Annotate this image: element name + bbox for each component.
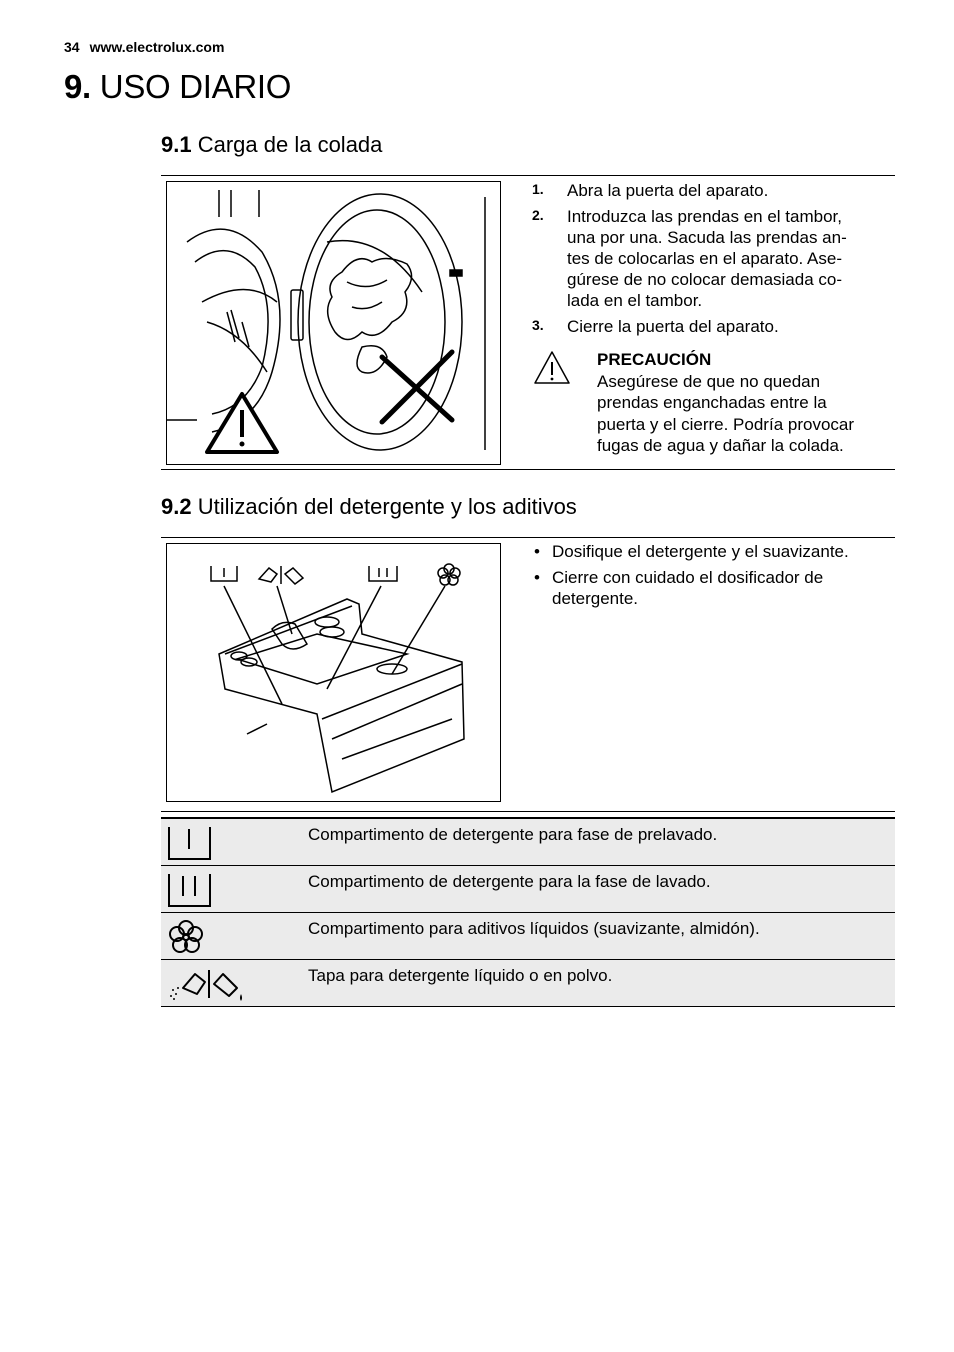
flower-additive-icon: [165, 917, 255, 955]
bullet-item: [532, 541, 894, 562]
bullet-item: [532, 567, 894, 609]
step-line: Abra la puerta del aparato.: [567, 181, 769, 200]
step-line: tes de colocarlas en el aparato. Ase-: [567, 249, 842, 268]
step-item: [532, 180, 884, 201]
step-line: Introduzca las prendas en el tambor,: [567, 207, 842, 226]
warning-triangle-icon: [207, 394, 277, 452]
detergent-flap-icon: [165, 964, 255, 1002]
section-1-top-rule: [161, 175, 895, 176]
section-2-number: 9.2: [161, 494, 192, 519]
compartment-description: Compartimento para aditivos líquidos (suavizante, almidón).: [308, 919, 760, 938]
section-1-number: 9.1: [161, 132, 192, 157]
step-number: 1.: [532, 181, 544, 197]
compartment-description: Tapa para detergente líquido o en polvo.: [308, 966, 613, 985]
caution-title: PRECAUCIÓN: [597, 350, 712, 369]
step-line: una por una. Sacuda las prendas an-: [567, 228, 847, 247]
page-number: 34: [64, 39, 80, 55]
caution-icon: [532, 349, 572, 387]
caution-line: Asegúrese de que no quedan: [597, 371, 821, 391]
caution-line: puerta y el cierre. Podría provocar: [597, 414, 855, 434]
caution-line: fugas de agua y dañar la colada.: [597, 436, 844, 455]
table-row: [161, 819, 895, 866]
dispenser-illustration: [166, 543, 501, 802]
section-1-bottom-rule: [161, 469, 895, 470]
section-2-top-rule: [161, 537, 895, 538]
prewash-compartment-icon: [165, 823, 255, 861]
section-1-title: [161, 132, 382, 158]
step-number: 2.: [532, 207, 544, 223]
page-header: [64, 39, 224, 55]
site-url[interactable]: www.electrolux.com: [89, 39, 225, 55]
section-1-text: Carga de la colada: [197, 132, 383, 157]
wash-compartment-icon: [165, 870, 255, 908]
detergent-drawer-drawing: [167, 544, 500, 801]
compartment-description: Compartimento de detergente para la fase de lavado.: [308, 872, 711, 891]
compartments-table: [161, 817, 895, 1007]
section-2-title: [161, 494, 577, 520]
dispenser-bullet-list: [532, 541, 894, 614]
chapter-text: USO DIARIO: [99, 68, 292, 105]
chapter-number: 9.: [64, 68, 91, 105]
loading-steps-list: [532, 180, 884, 342]
bullet-line: • Dosifique el detergente y el suavizante.: [552, 542, 849, 561]
step-item: [532, 206, 884, 311]
washing-machine-drawing: [167, 182, 500, 464]
bullet-line: • Cierre con cuidado el dosificador de: [552, 568, 824, 587]
step-line: Cierre la puerta del aparato.: [567, 317, 779, 336]
section-2-bottom-rule: [161, 811, 895, 812]
caution-line: prendas enganchadas entre la: [597, 393, 827, 412]
step-item: [532, 316, 884, 337]
chapter-title: [64, 68, 291, 106]
table-row: [161, 960, 895, 1007]
step-number: 3.: [532, 317, 544, 333]
compartment-description: Compartimento de detergente para fase de prelavado.: [308, 825, 718, 844]
bullet-line: detergente.: [552, 589, 639, 608]
table-row: [161, 866, 895, 913]
load-laundry-illustration: [166, 181, 501, 465]
step-line: lada en el tambor.: [567, 291, 703, 310]
step-line: gúrese de no colocar demasiada co-: [567, 270, 842, 289]
table-row: [161, 913, 895, 960]
section-2-text: Utilización del detergente y los aditivos: [197, 494, 577, 519]
